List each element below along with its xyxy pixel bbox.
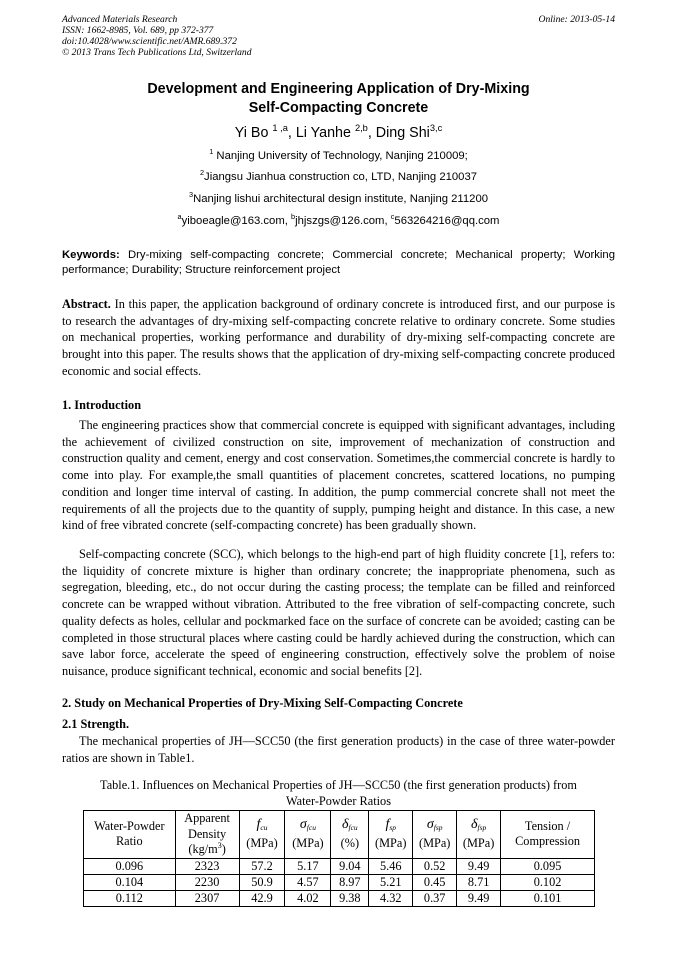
- strength-paragraph: The mechanical properties of JH—SCC50 (the first generation products) in the case of three water-powder ratios are shown in Table1.: [62, 734, 615, 765]
- header-water-powder-ratio: [84, 811, 176, 859]
- header-subscript: fsp: [477, 823, 487, 833]
- email-superscript: c: [390, 212, 395, 222]
- journal-info: [62, 14, 615, 58]
- table-cell: 0.52: [413, 858, 457, 874]
- table-cell: 8.71: [457, 874, 501, 890]
- header-unit: (MPa): [246, 835, 278, 850]
- table-caption: [62, 778, 615, 809]
- title-line-1: Development and Engineering Application of Dry-Mixing: [147, 81, 530, 97]
- table-cell: 57.2: [239, 858, 285, 874]
- table-cell: 9.04: [331, 858, 369, 874]
- header-unit: (%): [340, 835, 360, 850]
- header-sigma-fsp: [413, 811, 457, 859]
- table-cell: 0.101: [501, 890, 595, 906]
- table-header-row: [84, 811, 595, 859]
- header-text: Density: [187, 826, 227, 841]
- table-cell: 2307: [175, 890, 239, 906]
- header-unit: (MPa): [462, 835, 495, 850]
- affiliation-2: [62, 170, 615, 184]
- header-symbol: δ: [470, 817, 478, 833]
- keywords-text: Dry-mixing self-compacting concrete; Commercial concrete; Mechanical property; Working performance; Durability; Structure reinforcement project: [62, 249, 615, 276]
- header-symbol: f: [256, 817, 261, 833]
- table-cell: 50.9: [239, 874, 285, 890]
- caption-line-2: Water-Powder Ratios: [286, 793, 391, 808]
- header-symbol: f: [385, 817, 390, 833]
- table-row: [84, 858, 595, 874]
- header-subscript: cu: [260, 823, 268, 833]
- email-text: 563264216@qq.com: [394, 215, 500, 227]
- table-cell: 4.32: [369, 890, 413, 906]
- affiliation-3: [62, 192, 615, 206]
- keywords: [62, 248, 615, 277]
- affiliation-superscript: 1: [209, 147, 214, 157]
- title-line-2: Self-Compacting Concrete: [248, 100, 429, 116]
- issn-line: ISSN: 1662-8985, Vol. 689, pp 372-377: [62, 25, 214, 36]
- doi-line: doi:10.4028/www.scientific.net/AMR.689.372: [62, 36, 237, 47]
- section-2-1-heading: 2.1 Strength.: [62, 717, 130, 731]
- table-cell: 5.17: [285, 858, 331, 874]
- affiliation-text: Nanjing University of Technology, Nanjing 210009;: [213, 150, 468, 162]
- header-text: Apparent: [184, 811, 230, 825]
- header-subscript: fcu: [348, 823, 358, 833]
- section-2-heading: 2. Study on Mechanical Properties of Dry-Mixing Self-Compacting Concrete: [62, 696, 463, 710]
- header-unit: (MPa): [418, 835, 451, 850]
- email-superscript: b: [291, 212, 296, 222]
- table-row: [84, 890, 595, 906]
- abstract-label: Abstract.: [62, 297, 111, 311]
- table-cell: 4.02: [285, 890, 331, 906]
- table-cell: 42.9: [239, 890, 285, 906]
- header-text: Water-Powder: [94, 818, 165, 833]
- author-superscript: 2,b: [354, 123, 368, 134]
- table-cell: 0.112: [84, 890, 176, 906]
- header-text: ): [221, 842, 226, 856]
- email-text: jhjszgs@126.com,: [295, 215, 391, 227]
- header-unit: (MPa): [375, 835, 407, 850]
- header-fsp: [369, 811, 413, 859]
- table-cell: 5.46: [369, 858, 413, 874]
- header-text: Compression: [515, 834, 580, 849]
- section-1-heading: 1. Introduction: [62, 398, 142, 412]
- author-list: [62, 124, 615, 142]
- email-superscript: a: [177, 212, 182, 222]
- email-text: yiboeagle@163.com,: [181, 215, 292, 227]
- keywords-label: Keywords:: [62, 249, 120, 261]
- author-superscript: 3,c: [429, 123, 443, 134]
- affiliation-superscript: 2: [199, 168, 205, 178]
- header-sigma-fcu: [285, 811, 331, 859]
- header-text: (kg/m: [188, 842, 218, 856]
- header-delta-fcu: [331, 811, 369, 859]
- affiliation-1: [62, 149, 615, 163]
- caption-line-1: Table.1. Influences on Mechanical Properties of JH—SCC50 (the first generation products) from: [100, 778, 577, 792]
- paper-title: [62, 80, 615, 118]
- author-superscript: 1 ,a: [272, 123, 288, 134]
- header-delta-fsp: [457, 811, 501, 859]
- header-text: Tension /: [524, 818, 571, 833]
- affiliation-text: Nanjing lishui architectural design institute, Nanjing 211200: [193, 193, 489, 205]
- author-name: Ding Shi: [375, 125, 430, 141]
- header-apparent-density: [175, 811, 239, 859]
- header-subscript: sp: [389, 823, 397, 833]
- author-separator: ,: [287, 125, 296, 141]
- page-header: [62, 14, 615, 58]
- email-list: [62, 214, 615, 228]
- table-cell: 0.104: [84, 874, 176, 890]
- author-name: Li Yanhe: [295, 125, 351, 141]
- mechanical-properties-table: [83, 810, 595, 907]
- journal-name: Advanced Materials Research: [62, 14, 178, 25]
- table-cell: 0.096: [84, 858, 176, 874]
- header-text: Ratio: [115, 834, 143, 849]
- intro-paragraph-1: The engineering practices show that commercial concrete is equipped with significant advantages, including the achievement of civilized construction on site, improvement of mechanization of construction and construction quality and cement, energy and cost conservation. Sometimes,the commercial concrete is hardly to come into play. For example,the small quantities of placement concretes, scattered locations, no pumping condition and longer time interval of casting. In addition, the pump commercial concrete shall not meet the requirements of all the projects due to the quantity of supply, pumping height and distance. In this case, a new kind of free vibrated concrete (self-compacting concrete) has been gradually shown.: [62, 418, 615, 533]
- table-cell: 9.49: [457, 858, 501, 874]
- author-separator: ,: [367, 125, 376, 141]
- header-subscript: fsp: [433, 823, 443, 833]
- abstract-text: In this paper, the application background of ordinary concrete is introduced first, and our purpose is to research the advantages of dry-mixing self-compacting concrete relative to ordinary concrete. Some studies on mechanical properties, working performance and durability of dry-mixing self-compacting concrete are brought into this paper. The results shows that the application of dry-mixing self-compacting concrete produced economic and social effects.: [62, 297, 615, 378]
- table-cell: 0.37: [413, 890, 457, 906]
- table-cell: 0.095: [501, 858, 595, 874]
- header-symbol: δ: [341, 817, 349, 833]
- header-subscript: fcu: [306, 823, 316, 833]
- affiliation-text: Jiangsu Jianhua construction co, LTD, Nanjing 210037: [204, 171, 478, 183]
- header-symbol: σ: [299, 817, 307, 833]
- header-unit: (MPa): [292, 835, 324, 850]
- online-date: Online: 2013-05-14: [538, 14, 615, 25]
- header-tension-compression: [501, 811, 595, 859]
- table-cell: 9.38: [331, 890, 369, 906]
- table-cell: 4.57: [285, 874, 331, 890]
- table-cell: 0.102: [501, 874, 595, 890]
- table-row: [84, 874, 595, 890]
- affiliation-superscript: 3: [188, 190, 194, 200]
- header-symbol: σ: [426, 817, 434, 833]
- table-cell: 9.49: [457, 890, 501, 906]
- table-cell: 2230: [175, 874, 239, 890]
- header-fcu: [239, 811, 285, 859]
- abstract: [62, 296, 615, 380]
- table-cell: 5.21: [369, 874, 413, 890]
- intro-paragraph-2: Self-compacting concrete (SCC), which belongs to the high-end part of high fluidity concrete [1], refers to: the liquidity of concrete mixture is higher than ordinary concrete; the inappropriate phenomena, such as segregation, bleeding, etc., do not occur during the casting process; the template can be filled and reinforced concrete can be wrapped without vibration. Attributed to the free vibration of self-compacting concrete, such quality defects as holes, cellular and pockmarked face on the surface of concrete can be avoided; casting can be completed in those structural places where casting could be hardly achieved during the construction, which can save labor force, accelerate the speed of engineering construction, effectively solve the problem of noise nuisance, produce significant technical, economic and social benefits [2].: [62, 547, 615, 678]
- copyright-line: © 2013 Trans Tech Publications Ltd, Switzerland: [62, 47, 252, 58]
- header-superscript: 3: [217, 840, 222, 850]
- author-name: Yi Bo: [234, 125, 269, 141]
- table-cell: 8.97: [331, 874, 369, 890]
- table-cell: 0.45: [413, 874, 457, 890]
- table-cell: 2323: [175, 858, 239, 874]
